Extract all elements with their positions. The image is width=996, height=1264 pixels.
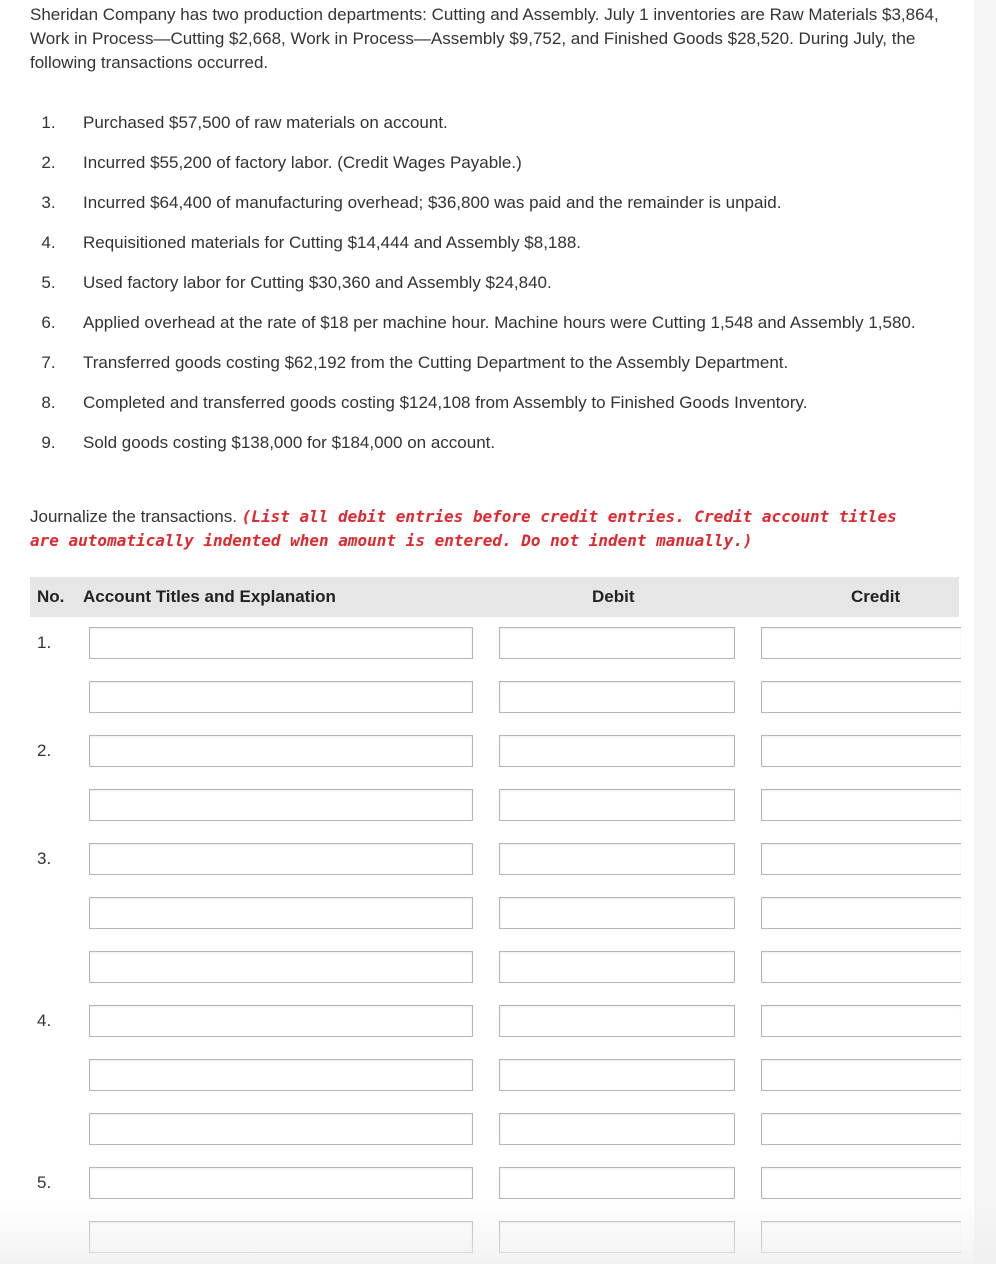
transaction-number: 1. <box>41 113 56 132</box>
entry-number: 2. <box>37 741 52 760</box>
transaction-text: Incurred $64,400 of manufacturing overhead; $36,800 was paid and the remainder is unpaid. <box>83 193 782 212</box>
header-debit: Debit <box>592 587 635 606</box>
debit-input[interactable] <box>499 789 735 821</box>
debit-input[interactable] <box>499 681 735 713</box>
entry-number: 5. <box>37 1173 52 1192</box>
credit-input[interactable] <box>761 951 961 983</box>
debit-input[interactable] <box>499 1005 735 1037</box>
credit-input[interactable] <box>761 1113 961 1145</box>
transaction-number: 2. <box>41 153 56 172</box>
instructions-text: Journalize the transactions. <box>30 507 242 526</box>
debit-input[interactable] <box>499 735 735 767</box>
list-item <box>14 303 974 343</box>
account-title-input[interactable] <box>89 789 473 821</box>
transaction-text: Completed and transferred goods costing $124,108 from Assembly to Finished Goods Inventory. <box>83 393 808 412</box>
list-item <box>14 143 974 183</box>
credit-input[interactable] <box>761 627 961 659</box>
transaction-number: 8. <box>41 393 56 412</box>
transaction-number: 4. <box>41 233 56 252</box>
transaction-number: 6. <box>41 313 56 332</box>
table-row <box>30 1049 959 1103</box>
list-item <box>14 263 974 303</box>
list-item <box>14 223 974 263</box>
list-item <box>14 183 974 223</box>
transaction-text: Transferred goods costing $62,192 from the Cutting Department to the Assembly Department. <box>83 353 789 372</box>
list-item <box>14 343 974 383</box>
debit-input[interactable] <box>499 1167 735 1199</box>
account-title-input[interactable] <box>89 627 473 659</box>
account-title-input[interactable] <box>89 843 473 875</box>
account-title-input[interactable] <box>89 1005 473 1037</box>
account-title-input[interactable] <box>89 1167 473 1199</box>
header-credit: Credit <box>851 587 901 606</box>
table-row <box>30 779 959 833</box>
table-row <box>30 941 959 995</box>
debit-input[interactable] <box>499 897 735 929</box>
journal-header <box>30 577 959 617</box>
transaction-number: 7. <box>41 353 56 372</box>
transaction-number: 9. <box>41 433 56 452</box>
instructions-note: (List all debit entries before credit entries. Credit account titles are automatically indented when amount is entered. Do not indent manually.) <box>30 507 897 550</box>
credit-input[interactable] <box>761 897 961 929</box>
credit-input[interactable] <box>761 843 961 875</box>
debit-input[interactable] <box>499 1113 735 1145</box>
header-account-titles: Account Titles and Explanation <box>83 587 336 606</box>
account-title-input[interactable] <box>89 1113 473 1145</box>
right-margin <box>974 0 996 1264</box>
credit-input[interactable] <box>761 1167 961 1199</box>
transaction-text: Used factory labor for Cutting $30,360 and Assembly $24,840. <box>83 273 552 292</box>
credit-input[interactable] <box>761 1221 961 1253</box>
transaction-number: 5. <box>41 273 56 292</box>
instructions <box>30 505 930 553</box>
account-title-input[interactable] <box>89 1221 473 1253</box>
account-title-input[interactable] <box>89 735 473 767</box>
table-row <box>30 887 959 941</box>
credit-input[interactable] <box>761 735 961 767</box>
journal-table <box>30 577 959 1264</box>
list-item <box>14 103 974 143</box>
account-title-input[interactable] <box>89 897 473 929</box>
table-row <box>30 671 959 725</box>
transaction-text: Sold goods costing $138,000 for $184,000 on account. <box>83 433 496 452</box>
debit-input[interactable] <box>499 843 735 875</box>
account-title-input[interactable] <box>89 951 473 983</box>
credit-input[interactable] <box>761 1059 961 1091</box>
account-title-input[interactable] <box>89 681 473 713</box>
entry-number: 4. <box>37 1011 52 1030</box>
transaction-list <box>14 103 974 463</box>
debit-input[interactable] <box>499 951 735 983</box>
table-row <box>30 1157 959 1211</box>
entry-number: 1. <box>37 633 52 652</box>
transaction-text: Incurred $55,200 of factory labor. (Credit Wages Payable.) <box>83 153 522 172</box>
transaction-text: Purchased $57,500 of raw materials on account. <box>83 113 448 132</box>
list-item <box>14 383 974 423</box>
table-row <box>30 833 959 887</box>
transaction-text: Applied overhead at the rate of $18 per machine hour. Machine hours were Cutting 1,548 and Assembly 1,580. <box>83 313 916 332</box>
transaction-number: 3. <box>41 193 56 212</box>
table-row <box>30 995 959 1049</box>
entry-number: 3. <box>37 849 52 868</box>
table-row <box>30 1103 959 1157</box>
credit-input[interactable] <box>761 789 961 821</box>
transaction-text: Requisitioned materials for Cutting $14,444 and Assembly $8,188. <box>83 233 582 252</box>
account-title-input[interactable] <box>89 1059 473 1091</box>
debit-input[interactable] <box>499 1221 735 1253</box>
header-no: No. <box>37 587 65 606</box>
table-row <box>30 1211 959 1264</box>
credit-input[interactable] <box>761 1005 961 1037</box>
debit-input[interactable] <box>499 627 735 659</box>
list-item <box>14 423 974 463</box>
credit-input[interactable] <box>761 681 961 713</box>
debit-input[interactable] <box>499 1059 735 1091</box>
table-row <box>30 617 959 671</box>
table-row <box>30 725 959 779</box>
problem-intro: Sheridan Company has two production departments: Cutting and Assembly. July 1 inventories are Raw Materials $3,864, Work in Process—Cutting $2,668, Work in Process—Assembly $9,752, and Finished Goods $28,520. During July, the following transactions occurred. <box>30 5 939 72</box>
